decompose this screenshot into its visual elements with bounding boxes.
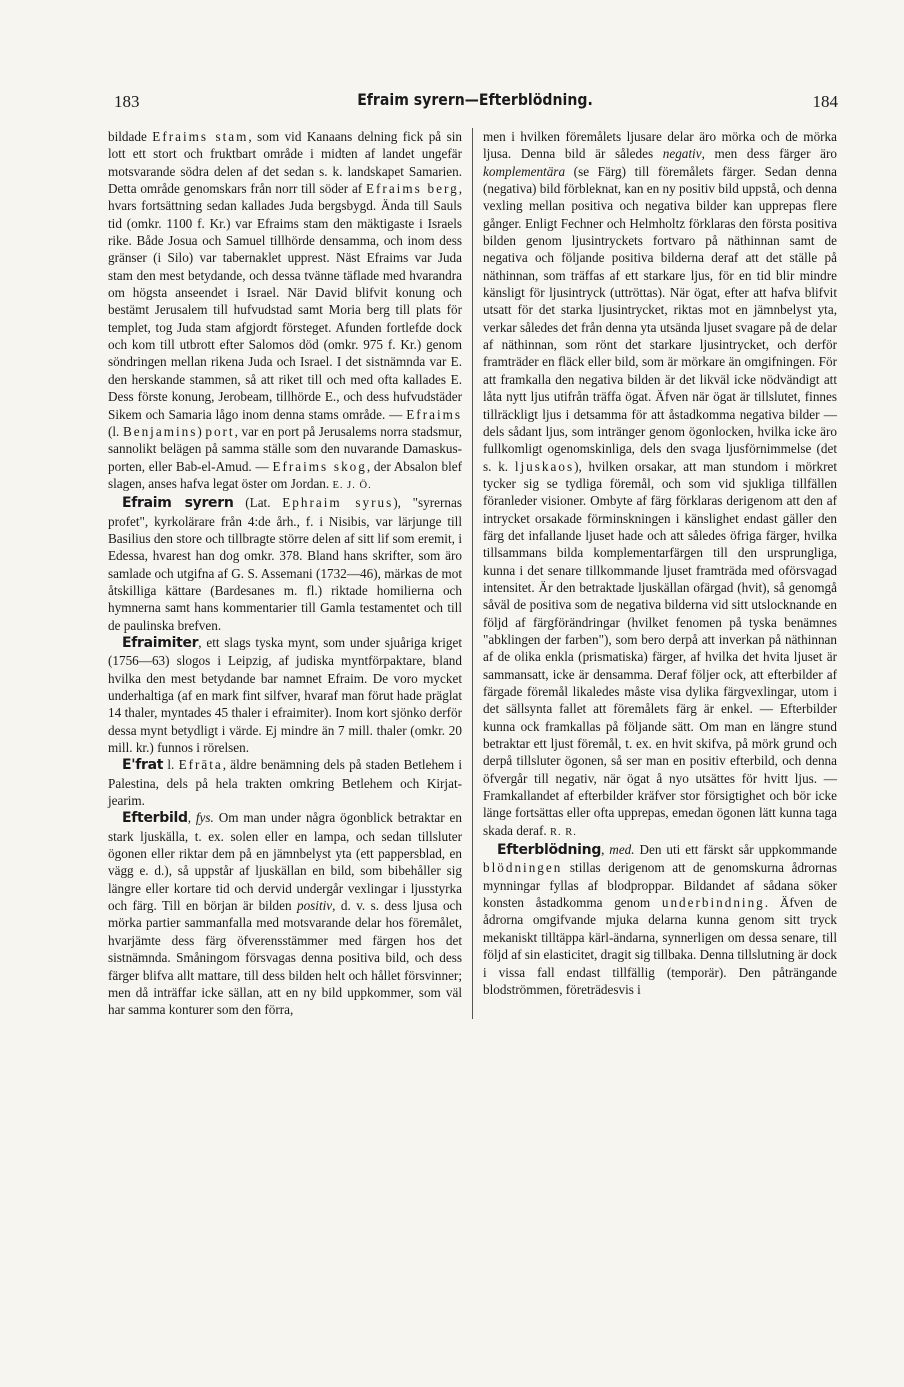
- right-column: [472, 128, 837, 1019]
- headword: Efraim syrern: [122, 495, 234, 512]
- page-number-right: 184: [812, 92, 838, 111]
- entry-efterbild-continued: men i hvilken föremålets ljusare delar äro mörka och de mörka ljusa. Denna bild är således negativ, men dess färger äro komplementära (se Färg) till föremålets färger. Sedan denna (negativa) bild förbleknat, kan en ny positiv bild uppstå, och denna vexling mellan positiva och negativa bilder kan upprepas flere gånger. Enligt Fechner och Helmholtz förklaras den första positiva bilden genom ljusintryckets fortvaro på näthinnan samt de negativa och följande positiva bilderna deraf att det ställe på näthinnan, som träffas af ett starkare ljus, för en tid blir mindre känsligt för ljusintryck (uttröttas). När ögat, efter att hafva blifvit utsatt för det starka ljusintrycket, riktas mot en jämnbelyst yta, verkar således det från denna yta utsända ljuset svagare på de delar af näthinnan, som rönt det starkare ljusintrycket, och derför framträder en fläck eller bild, som är mörkare än omgifningen. För att framkalla den negativa bilden är det likväl icke nödvändigt att låta nytt ljus utifrån träffa ögat. Äfven när ögat är tillslutet, finnes tillräckligt ljus i detsamma för att åstadkomma negativa bilder — dels sådant ljus, som intränger genom ögonlocken, hvilka icke äro fullkomligt ogenomskinliga, dels den svaga ljusförnimmelse (det s. k. ljuskaos), hvilken orsakar, att man stundom i mörkret tycker sig se tydliga föremål, och som vid sjukliga tillfällen föranleder visioner. Ombyte af färg förklaras derigenom att den af intrycket orsakade förminskningen i känslighet endast gäller den färg det infallande ljuset hade och att således öfriga färger, hvilka tillsammans bilda komplementarfärgen till den ursprungliga, kunna i det senare tillkommande ljuset framträda med oförsvagad intensitet. Är den betraktade ljuskällan ofärgad (hvit), så genomgå såväl de positiva som de negativa bilderna vid sitt utslocknande en följd af färgförändringar (hvilket fenomen på tyska benämnes "abklingen der farben"), som bero derpå att inverkan på näthinnan af de olika enkla (prismatiska) färger, af hvilka det hvita ljuset är sammansatt, icke är densamma. Deraf följer ock, att efterbilder af färgade föremål likaledes måste visa dylika färgvexlingar, utom i det sällsynta fallet att föremålets färg är enkel. — Efterbilder kunna ock framkallas på följande sätt. Om man en längre stund betraktar ett ljust föremål, t. ex. en hvit skifva, på mörk grund och derpå tillsluter ögonen, så ser man en positiv efterbild, och denna öfvergår till negativ, när ögat å nyo utsättes för hvitt ljus. — Framkallandet af efterbilder kräfver stor försigtighet och bör icke länge fortsättas eller ofta upprepas, emedan ögonen lätt kunna taga skada deraf. R. R.: [483, 129, 837, 838]
- headword: E'frat: [122, 757, 164, 774]
- entry-efrat: E'frat l. Efrāta, äldre benämning dels på staden Betlehem i Palestina, dels på hela trakten omkring Betlehem och Kirjat-jearim.: [108, 757, 463, 809]
- text-columns: [108, 128, 842, 1019]
- headword: Efterbild: [122, 810, 188, 827]
- page-header: [108, 86, 842, 120]
- left-column: [108, 128, 472, 1019]
- entry-efraimiter: Efraimiter, ett slags tyska mynt, som under sjuåriga kriget (1756—63) slogos i Leipzig, af judiska myntförpaktare, bland hvilka den mest betydande bar namnet Efraim. De voro mycket underhaltiga (af en mark fint silfver, hvaraf man förut hade präglat 14 thaler, myntades 45 thaler i efraimiter). Inom kort sjönko derför dessa mynt betydligt i värde. Ej mindre än 7 mill. thaler (omkr. 20 mill. kr.) funnos i rörelsen.: [108, 634, 462, 756]
- headword: Efterblödning: [497, 842, 602, 859]
- headword: Efraimiter: [122, 634, 199, 651]
- entry-efterbild: Efterbild, fys. Om man under några ögonblick betraktar en stark ljuskälla, t. ex. solen eller en lampa, och sedan tillsluter ögonen eller riktar dem på en jämnbelyst yta (ett pappersblad, en vägg e. d.), så uppstår af ljuskällan en bild, som bibehåller sig längre eller kortare tid och dervid undergår vexlingar i ljusstyrka och färg. Till en början är bilden positiv, d. v. s. dess ljusa och mörka partier sammanfalla med motsvarande delar hos föremålet, hvarjämte dess färg öfverensstämmer med färgen hos det sistnämnda. Småningom försvagas denna positiva bild, och dess färger blifva allt mattare, till dess bilden helt och hållet försvinner; men då inträffar icke sällan, att en ny bild uppkommer, som väl har samma konturer som den förra,: [108, 810, 462, 1018]
- running-title: Efraim syrern—Efterblödning.: [357, 90, 593, 109]
- author-signature: E. J. Ö.: [332, 479, 372, 491]
- entry-efraim-continued: bildade Efraims stam, som vid Kanaans delning fick på sin lott ett stort och fruktbart område i midten af landet ungefär motsvarande södra delen af det sedan s. k. landskapet Samarien. Detta område genomskars från norr till söder af Efraims berg, hvars fortsättning sedan kallades Juda bergsbygd. Ända till Sauls tid (omkr. 1100 f. Kr.) var Efraims stam den mäktigaste i Israels rike. Både Josua och Samuel tillhörde densamma, och inom dess gränser (i Silo) var tabernaklet upprest. Näst Efraims var Juda stam den mest betydande, och dessa tvänne täflade med hvarandra om högsta anseendet i Israel. När David blifvit konung och bestämt Jerusalem till hufvudstad samt Moria berg till plats för templet, tog Juda stam afgjordt försteget. Afunden fortlefde dock och kom till utbrott efter Salomos död (omkr. 975 f. Kr.) genom söndringen mellan rikena Juda och Israel. I det sistnämnda var E. den herskande stammen, så att riket till och med ofta kallades E. Dess förste konung, Jerobeam, tillhörde E., och dess hufvudstäder Sikem och Samaria lågo inom denna stams område. — Efraims (l. Benjamins) port, var en port på Jerusalems norra stadsmur, sannolikt belägen på samma ställe som den nuvarande Damaskus-porten, eller Bab-el-Amud. — Efraims skog, der Absalon blef slagen, anses hafva legat öster om Jordan. E. J. Ö.: [108, 129, 462, 491]
- author-signature: R. R.: [550, 826, 577, 838]
- page-number-left: 183: [114, 92, 140, 111]
- entry-efraim-syrern: Efraim syrern (Lat. Ephraim syrus), "syrernas profet", kyrkolärare från 4:de årh., f. i Nisibis, var lärjunge till Basilius den store och tillbragte större delen af sitt lif som eremit, i Edessa, hvarest han dog omkr. 378. Bland hans skrifter, som äro samlade och utgifna af G. S. Assemani (1732—46), märkas de mot åtskilliga kättare (Bardesanes m. fl.) riktade homilierna och hymnerna samt hans kommentarier till Gamla testamentet och till de paulinska brefven.: [108, 495, 462, 633]
- entry-efterblodning: Efterblödning, med. Den uti ett färskt sår uppkommande blödningen stillas derigenom att de genomskurna ådrornas mynningar fyllas af blodproppar. Bildandet af sådana söker konsten åstadkomma genom underbindning. Äfven de ådrorna omgifvande mjuka delarna kunna genom sitt tryck mekaniskt tilltäppa kärl-ändarna, synnerligen om dessa senare, till följd af sin elasticitet, dragit sig tillbaka. Denna tillslutning är dock i vissa fall endast tillfällig (temporär). Den påträngande blodströmmen, företrädesvis i: [483, 842, 838, 997]
